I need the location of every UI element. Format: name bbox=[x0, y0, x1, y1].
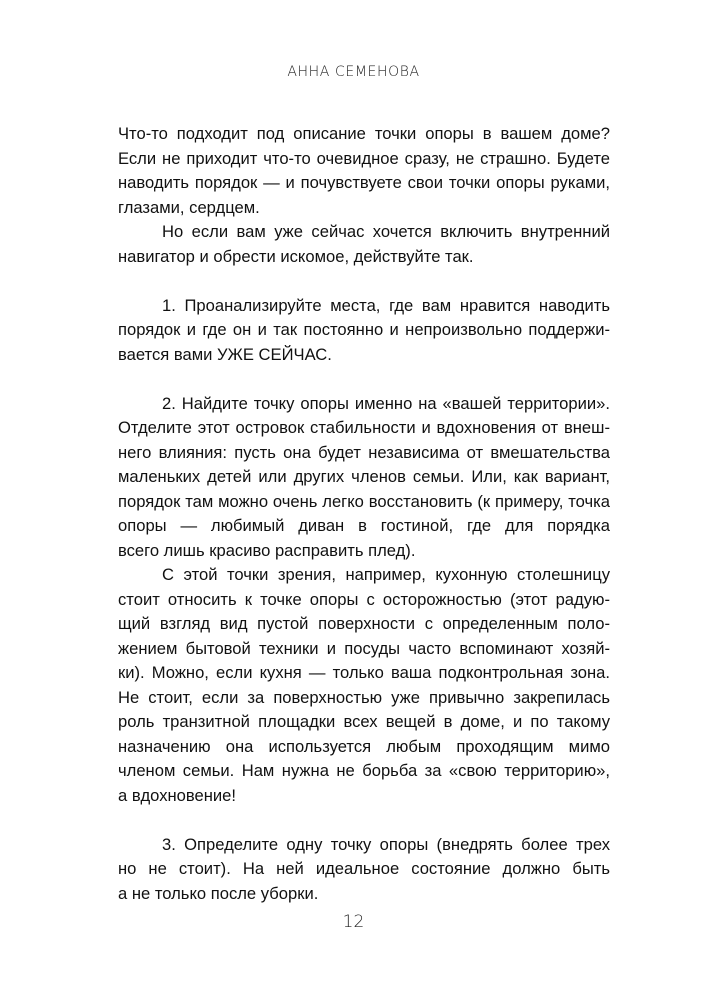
paragraph-4 bbox=[118, 392, 610, 564]
text-line: Если не приходит что-то очевидное сразу, не страшно. Будете bbox=[118, 148, 610, 168]
text-line: вается вами УЖЕ СЕЙЧАС. bbox=[118, 344, 332, 364]
text-line: а не только после уборки. bbox=[118, 883, 319, 903]
text-line: порядок и где он и так постоянно и непроизвольно поддержи- bbox=[118, 320, 610, 339]
text-line: всего лишь красиво расправить плед). bbox=[118, 540, 416, 560]
page-number: 12 bbox=[342, 912, 365, 932]
paragraph-1 bbox=[118, 122, 610, 220]
text-line: опоры — любимый диван в гостиной, где для порядка bbox=[118, 516, 610, 535]
paragraph-3 bbox=[118, 294, 610, 368]
running-head: АННА СЕМЕНОВА bbox=[287, 64, 420, 80]
text-line: порядок там можно очень легко восстановить (к примеру, точка bbox=[118, 491, 610, 511]
text-line: щий взгляд вид пустой поверхности с определенным поло- bbox=[118, 614, 610, 633]
text-line: ки). Можно, если кухня — только ваша подконтрольная зона. bbox=[118, 663, 610, 682]
text-line: навигатор и обрести искомое, действуйте так. bbox=[118, 246, 474, 266]
text-line: стоит относить к точке опоры с осторожностью (этот радую- bbox=[118, 589, 610, 609]
text-line: 1. Проанализируйте места, где вам нравится наводить bbox=[162, 295, 610, 315]
paragraph-gap bbox=[118, 269, 610, 294]
text-line: маленьких детей или других членов семьи. Или, как вариант, bbox=[118, 467, 610, 486]
paragraph-6 bbox=[118, 833, 610, 907]
text-line: роль транзитной площадки всех вещей в доме, и по такому bbox=[118, 712, 610, 731]
text-line: него влияния: пусть она будет независима от вмешательства bbox=[118, 442, 610, 462]
text-line: глазами, сердцем. bbox=[118, 197, 260, 217]
text-line: жением бытовой техники и посуды часто вспоминают хозяй- bbox=[118, 638, 610, 658]
text-line: 2. Найдите точку опоры именно на «вашей территории». bbox=[162, 393, 610, 413]
text-line: Не стоит, если за поверхностью уже привычно закрепилась bbox=[118, 687, 610, 707]
text-line: С этой точки зрения, например, кухонную столешницу bbox=[162, 565, 610, 584]
text-line: но не стоит). На ней идеальное состояние должно быть bbox=[118, 859, 610, 878]
paragraph-gap bbox=[118, 808, 610, 833]
text-line: Но если вам уже сейчас хочется включить внутренний bbox=[162, 222, 610, 241]
paragraph-2 bbox=[118, 220, 610, 269]
text-line: наводить порядок — и почувствуете свои точки опоры руками, bbox=[118, 173, 610, 192]
text-line: Что-то подходит под описание точки опоры в вашем доме? bbox=[118, 124, 610, 143]
paragraph-gap bbox=[118, 367, 610, 392]
body-text bbox=[118, 122, 610, 906]
text-line: а вдохновение! bbox=[118, 785, 237, 805]
paragraph-5 bbox=[118, 563, 610, 808]
text-line: 3. Определите одну точку опоры (внедрять более трех bbox=[162, 834, 610, 854]
text-line: членом семьи. Нам нужна не борьба за «свою территорию», bbox=[118, 761, 610, 780]
text-line: Отделите этот островок стабильности и вдохновения от внеш- bbox=[118, 418, 610, 437]
text-line: назначению она используется любым проходящим мимо bbox=[118, 736, 610, 756]
